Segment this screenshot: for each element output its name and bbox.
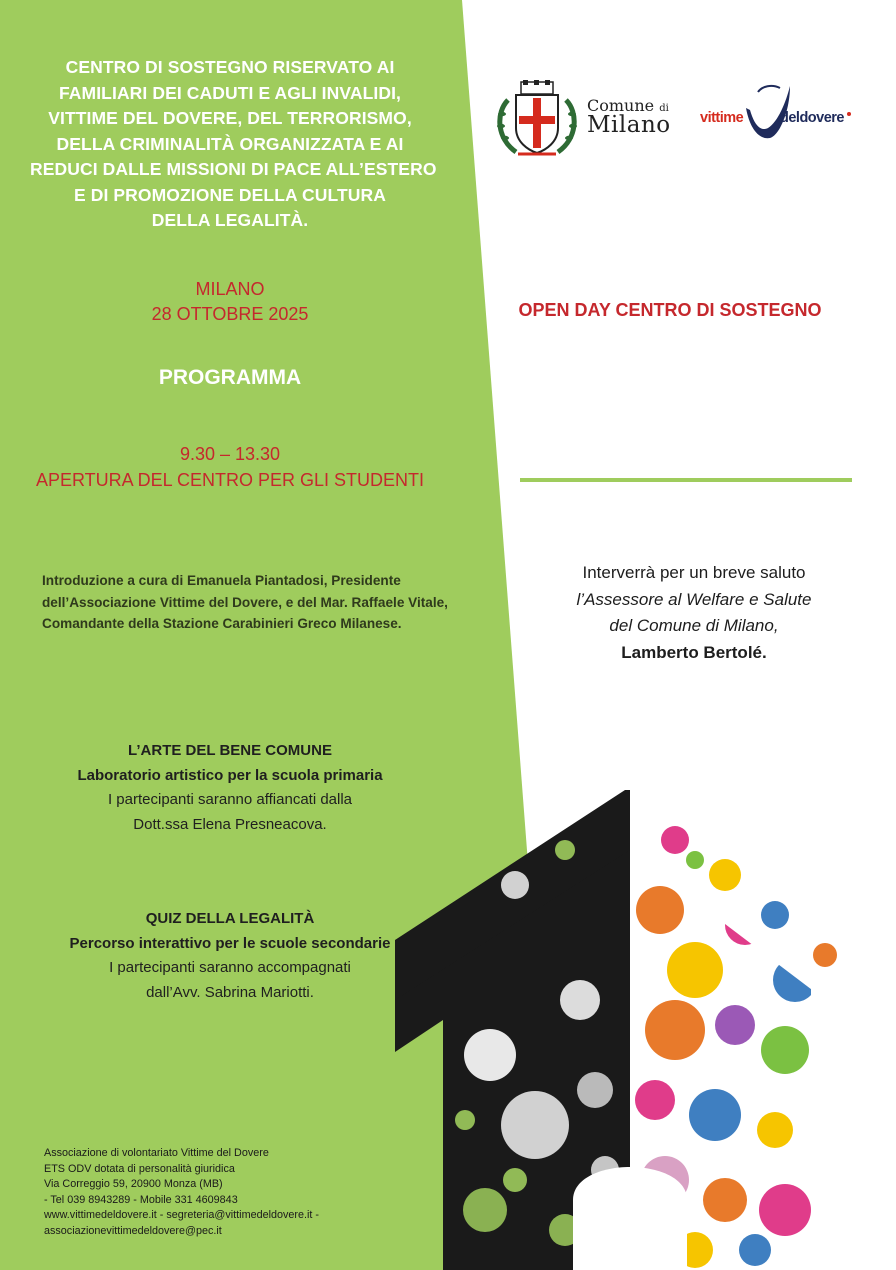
milano-coat-of-arms-icon <box>494 80 580 162</box>
registered-mark-icon <box>847 112 851 116</box>
header-line: E DI PROMOZIONE DELLA CULTURA <box>73 184 387 205</box>
header-line: DELLA LEGALITÀ. <box>151 210 309 230</box>
header-line: VITTIME DEL DOVERE, DEL TERRORISMO, <box>48 108 412 128</box>
greeting-name: Lamberto Bertolé. <box>621 642 767 662</box>
intro-line: Comandante della Stazione Carabinieri Greco Milanese. <box>42 616 402 631</box>
activity-title: QUIZ DELLA LEGALITÀ <box>145 910 315 927</box>
greeting-intro: Interverrà per un breve saluto <box>582 563 806 582</box>
comune-di-milano-logo <box>494 80 674 162</box>
opening-time-block <box>20 441 440 493</box>
activity-block <box>40 907 420 1005</box>
deldovere-logo-word: deldovere <box>780 110 844 126</box>
intro-line: dell’Associazione Vittime del Dovere, e del Mar. Raffaele Vitale, <box>42 594 448 610</box>
event-location-date <box>60 277 400 327</box>
greeting-institution: del Comune di Milano, <box>609 616 779 635</box>
activity-subtitle: Laboratorio artistico per la scuola primaria <box>77 766 383 784</box>
header-line: CENTRO DI SOSTEGNO RISERVATO AI <box>65 57 395 77</box>
introduction-text <box>42 570 448 635</box>
activity-description: I partecipanti saranno accompagnati <box>109 959 351 976</box>
activity-description: I partecipanti saranno affiancati dalla <box>107 791 353 808</box>
association-footer <box>44 1146 374 1239</box>
header-line: FAMILIARI DEI CADUTI E AGLI INVALIDI, <box>58 82 402 103</box>
event-date: 28 OTTOBRE 2025 <box>151 304 309 324</box>
comune-logo-city: Milano <box>587 112 671 138</box>
greeting-block <box>530 560 858 666</box>
open-day-heading: OPEN DAY CENTRO DI SOSTEGNO <box>518 300 822 320</box>
activity-description: dall’Avv. Sabrina Mariotti. <box>146 983 314 1001</box>
activity-description: Dott.ssa Elena Presneacova. <box>133 815 327 833</box>
header-line: REDUCI DALLE MISSIONI DI PACE ALL’ESTERO <box>30 159 437 179</box>
footer-line: www.vittimedeldovere.it - segreteria@vittimedeldovere.it - <box>44 1209 319 1221</box>
vittime-del-dovere-logo <box>698 80 858 150</box>
footer-line: Associazione di volontariato Vittime del Dovere <box>44 1147 269 1159</box>
house-artwork-illustration <box>395 790 865 1270</box>
green-divider <box>520 478 852 482</box>
event-time: 9.30 – 13.30 <box>179 444 281 464</box>
greeting-role: l’Assessore al Welfare e Salute <box>576 589 812 609</box>
footer-line: ETS ODV dotata di personalità giuridica <box>44 1162 235 1175</box>
header-line: DELLA CRIMINALITÀ ORGANIZZATA E AI <box>56 133 404 154</box>
footer-line: - Tel 039 8943289 - Mobile 331 4609843 <box>44 1193 238 1206</box>
comune-logo-di: di <box>659 103 669 114</box>
vittime-logo-word: vittime <box>700 110 744 126</box>
comune-logo-text <box>587 96 671 138</box>
activity-block <box>40 739 420 837</box>
footer-line: Via Correggio 59, 20900 Monza (MB) <box>44 1178 223 1190</box>
comune-logo-word: Comune <box>587 96 655 115</box>
activity-title: L’ARTE DEL BENE COMUNE <box>128 742 332 759</box>
header-description <box>30 55 437 234</box>
programma-heading: PROGRAMMA <box>158 366 302 389</box>
intro-line: Introduzione a cura di Emanuela Piantadosi, Presidente <box>42 573 401 588</box>
activity-subtitle: Percorso interattivo per le scuole secondarie <box>69 934 391 952</box>
footer-line: associazionevittimedeldovere@pec.it <box>44 1224 222 1237</box>
event-city: MILANO <box>195 279 265 299</box>
event-opening: APERTURA DEL CENTRO PER GLI STUDENTI <box>35 470 425 490</box>
